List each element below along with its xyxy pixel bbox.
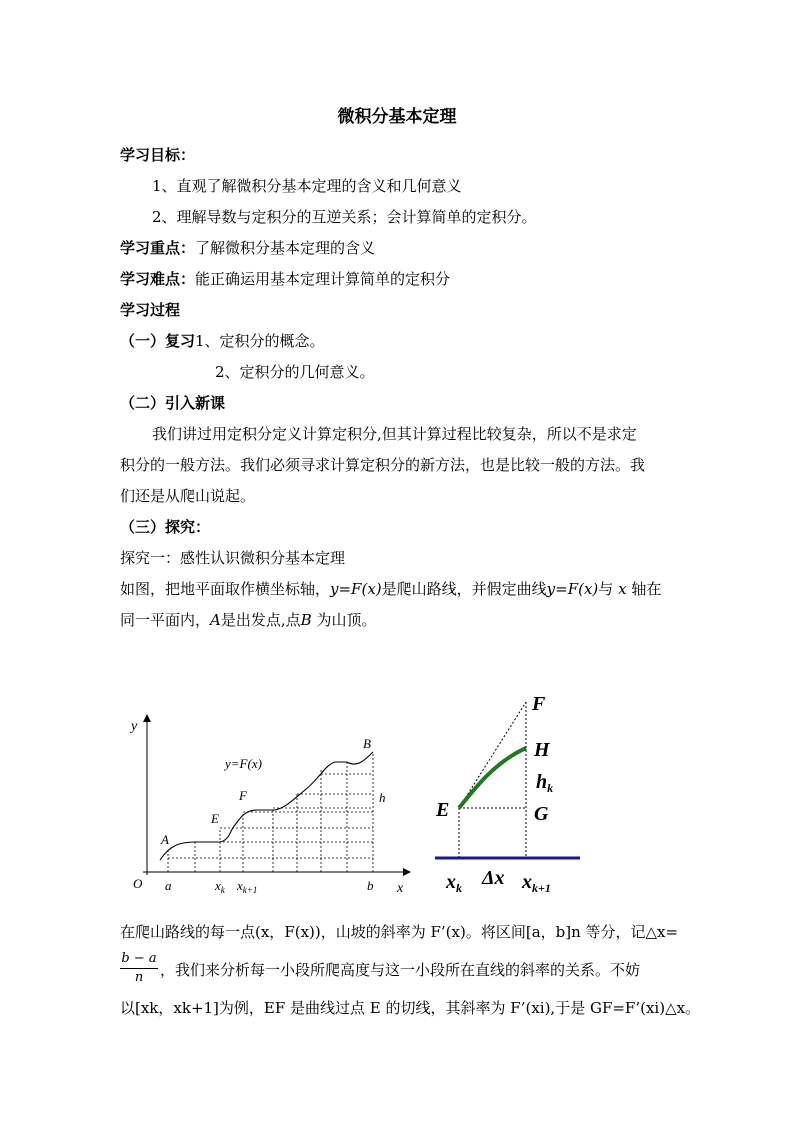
fraction-numerator: b − a xyxy=(120,950,158,969)
review-item-2: 2、定积分的几何意义。 xyxy=(215,363,375,381)
curve-label: y=F(x) xyxy=(225,756,262,771)
process-heading: 学习过程 xyxy=(120,301,181,319)
explore-paragraph-1: 如图，把地平面取作横坐标轴，y=F(x)是爬山路线，并假定曲线y=F(x)与 x 轴在 xyxy=(120,580,662,598)
curve-EH xyxy=(459,748,526,808)
fraction-denominator: n xyxy=(134,970,144,985)
tick-xk1: $x_{k+1}$ xyxy=(237,878,258,895)
tangent-figure xyxy=(430,690,600,895)
tick-b: b xyxy=(367,878,374,893)
intro-line-2: 积分的一般方法。我们必须寻求计算定积分的新方法，也是比较一般的方法。我 xyxy=(120,456,646,474)
bottom-line-2: ，我们来分析每一小段所爬高度与这一小段所在直线的斜率的关系。不妨 xyxy=(160,961,641,979)
point-F: F xyxy=(239,788,247,803)
review-item-1: 1、定积分的概念。 xyxy=(195,332,325,350)
label-hk: $h_k$ xyxy=(536,771,554,795)
review xyxy=(120,331,325,351)
delta-x-fraction xyxy=(120,950,158,987)
height-h: h xyxy=(379,790,386,805)
tick-xk: $x_k$ xyxy=(215,878,225,895)
key-point-label: 学习重点： xyxy=(120,239,196,257)
explore-label: （三）探究： xyxy=(120,518,211,536)
point-B: B xyxy=(363,736,371,751)
bottom-line-1: 在爬山路线的每一点(x，F(x))，山坡的斜率为 F’(x)。将区间[a，b]n 等分，记△x= xyxy=(120,923,679,941)
page-title: 微积分基本定理 xyxy=(337,107,457,127)
climb-curve xyxy=(160,752,373,860)
origin-label: O xyxy=(133,876,143,891)
point-A: A xyxy=(161,832,169,847)
objective-item-1: 1、直观了解微积分基本定理的含义和几何意义 xyxy=(152,177,462,195)
step-grid xyxy=(168,752,373,872)
explore-sub: 探究一：感性认识微积分基本定理 xyxy=(120,549,346,567)
intro-line-3: 们还是从爬山说起。 xyxy=(120,487,256,505)
y-axis-arrow xyxy=(143,714,151,722)
x-axis-label: x xyxy=(397,881,404,896)
intro-label: （二）引入新课 xyxy=(120,394,226,412)
climb-curve-figure xyxy=(125,700,415,900)
key-point xyxy=(120,238,375,258)
x-axis-arrow xyxy=(403,868,411,876)
label-G: G xyxy=(534,803,549,825)
bottom-line-3: 以[xk，xk+1]为例，EF 是曲线过点 E 的切线，其斜率为 F’(xi),于是 GF=F’(xi)△x。 xyxy=(120,999,701,1017)
difficulty-text: 能正确运用基本定理计算简单的定积分 xyxy=(195,270,451,288)
intro-line-1: 我们讲过用定积分定义计算定积分,但其计算过程比较复杂，所以不是求定 xyxy=(152,425,637,443)
objective-item-2: 2、理解导数与定积分的互逆关系；会计算简单的定积分。 xyxy=(152,208,537,226)
key-point-text: 了解微积分基本定理的含义 xyxy=(195,239,376,257)
tick-a: a xyxy=(165,878,172,893)
review-label: （一）复习 xyxy=(120,332,196,350)
difficulty-label: 学习难点： xyxy=(120,270,196,288)
label-xk: $x_k$ xyxy=(446,871,462,895)
label-E: E xyxy=(436,799,450,821)
y-axis-label: y xyxy=(131,719,138,734)
explore-paragraph-2: 同一平面内，A是出发点,点B 为山顶。 xyxy=(120,611,377,629)
difficulty xyxy=(120,269,450,289)
label-H: H xyxy=(534,739,550,761)
label-F: F xyxy=(532,693,546,715)
label-dx: Δx xyxy=(482,867,505,889)
objectives-heading: 学习目标： xyxy=(120,146,196,164)
point-E: E xyxy=(211,811,219,826)
label-xk1: $x_{k+1}$ xyxy=(522,871,551,895)
